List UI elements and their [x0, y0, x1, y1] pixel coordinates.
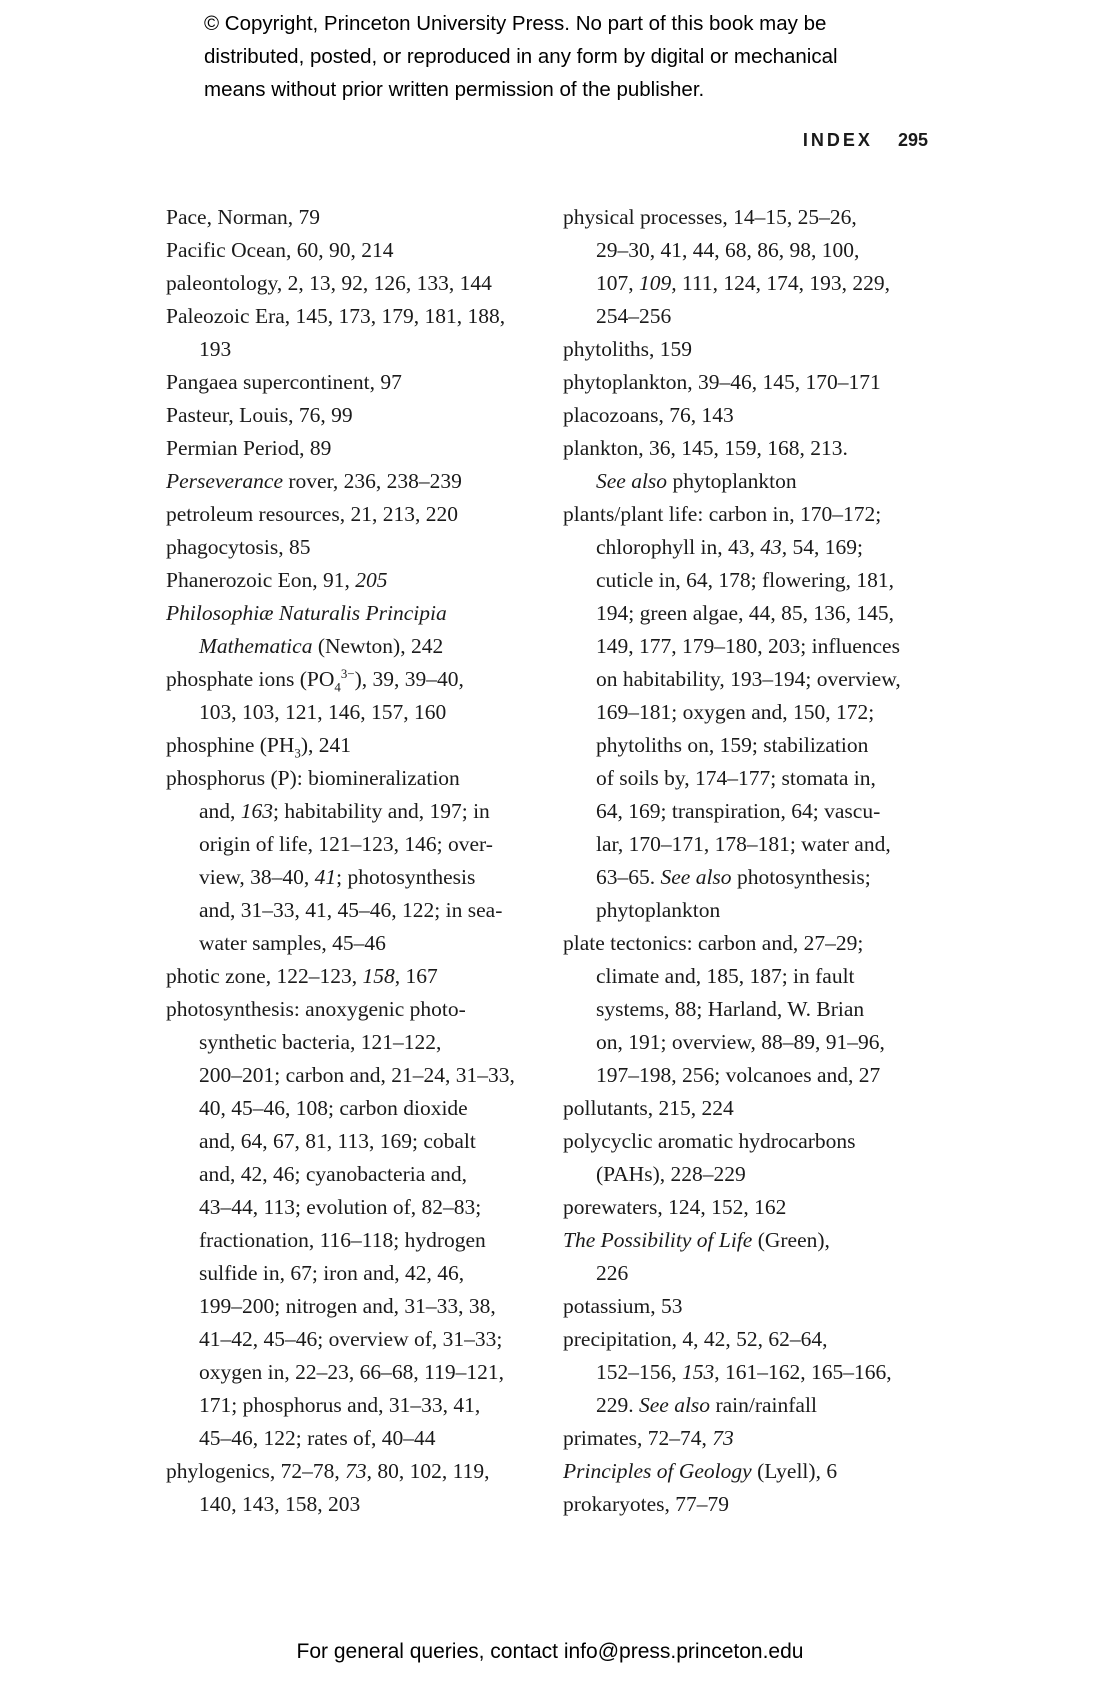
- index-entry-text: Paleozoic Era, 145, 173, 179, 181, 188,: [166, 304, 506, 328]
- index-entry-text: 140, 143, 158, 203: [199, 1492, 361, 1516]
- index-entry-continuation: [166, 1092, 551, 1125]
- index-entry: [166, 729, 551, 762]
- index-entry-text: 194; green algae, 44, 85, 136, 145,: [596, 601, 894, 625]
- index-entry-text: (Newton), 242: [312, 634, 444, 658]
- index-entry-continuation: [166, 630, 551, 663]
- index-entry-text: 64, 169; transpiration, 64; vascu-: [596, 799, 881, 823]
- index-entry-text: synthetic bacteria, 121–122,: [199, 1030, 442, 1054]
- index-entry-text: and, 31–33, 41, 45–46, 122; in sea-: [199, 898, 503, 922]
- index-entry-text: 169–181; oxygen and, 150, 172;: [596, 700, 875, 724]
- index-entry-text: rover, 236, 238–239: [283, 469, 462, 493]
- index-entry-text: 41: [314, 865, 337, 889]
- index-entry-text: 107,: [596, 271, 639, 295]
- index-column-left: [166, 201, 551, 1521]
- index-entry-continuation: [563, 267, 948, 300]
- index-entry: [166, 564, 551, 597]
- index-entry: [166, 366, 551, 399]
- index-entry-text: See also: [639, 1393, 711, 1417]
- index-entry: [563, 1422, 948, 1455]
- index-entry: [563, 1092, 948, 1125]
- index-entry-text: cuticle in, 64, 178; flowering, 181,: [596, 568, 894, 592]
- index-entry-text: of soils by, 174–177; stomata in,: [596, 766, 876, 790]
- index-entry-text: ), 241: [300, 733, 352, 757]
- index-entry-text: 229.: [596, 1393, 639, 1417]
- index-entry-continuation: [166, 927, 551, 960]
- index-entry-text: 171; phosphorus and, 31–33, 41,: [199, 1393, 481, 1417]
- index-entry-text: 3−: [340, 666, 355, 681]
- index-entry: [166, 597, 551, 630]
- index-entry: [166, 234, 551, 267]
- index-entry-text: 111, 124, 174, 193, 229,: [676, 271, 891, 295]
- index-entry-text: phosphate ions (PO: [166, 667, 335, 691]
- index-entry-continuation: [166, 1059, 551, 1092]
- index-entry-text: physical processes, 14–15, 25–26,: [563, 205, 857, 229]
- index-entry-continuation: [563, 564, 948, 597]
- index-entry-text: phytoliths, 159: [563, 337, 693, 361]
- index-entry-text: porewaters, 124, 152, 162: [563, 1195, 787, 1219]
- index-entry-text: lar, 170–171, 178–181; water and,: [596, 832, 891, 856]
- index-entry: [166, 1455, 551, 1488]
- index-entry-text: plants/plant life: carbon in, 170–172;: [563, 502, 882, 526]
- index-entry-continuation: [166, 333, 551, 366]
- index-entry: [563, 1125, 948, 1158]
- index-entry-text: climate and, 185, 187; in fault: [596, 964, 855, 988]
- copyright-notice: [204, 10, 964, 109]
- index-entry: [166, 465, 551, 498]
- index-entry: [563, 1224, 948, 1257]
- index-entry: [166, 300, 551, 333]
- index-entry-continuation: [166, 828, 551, 861]
- index-entry-text: plankton, 36, 145, 159, 168, 213.: [563, 436, 848, 460]
- index-entry-text: ), 39, 39–40,: [354, 667, 464, 691]
- index-entry-text: 43,: [760, 535, 788, 559]
- index-entry-text: 153: [682, 1360, 715, 1384]
- index-entry-text: oxygen in, 22–23, 66–68, 119–121,: [199, 1360, 504, 1384]
- index-entry-text: Mathematica: [199, 634, 313, 658]
- index-entry: [563, 1323, 948, 1356]
- index-entry-text: 200–201; carbon and, 21–24, 31–33,: [199, 1063, 515, 1087]
- index-entry-text: 73: [345, 1459, 367, 1483]
- index-entry-continuation: [166, 696, 551, 729]
- index-entry-text: Pasteur, Louis, 76, 99: [166, 403, 353, 427]
- index-entry-text: 63–65.: [596, 865, 661, 889]
- index-entry-continuation: [563, 828, 948, 861]
- index-entry-text: 43–44, 113; evolution of, 82–83;: [199, 1195, 482, 1219]
- index-entry-text: 254–256: [596, 304, 672, 328]
- running-head-title: INDEX: [802, 130, 873, 150]
- index-entry-text: and, 42, 46; cyanobacteria and,: [199, 1162, 468, 1186]
- index-entry-text: photosynthesis: anoxygenic photo-: [166, 997, 466, 1021]
- index-entry-continuation: [563, 597, 948, 630]
- index-entry-text: 163: [240, 799, 274, 823]
- index-entry-text: 29–30, 41, 44, 68, 86, 98, 100,: [596, 238, 860, 262]
- index-entry-text: 40, 45–46, 108; carbon dioxide: [199, 1096, 468, 1120]
- index-entry-text: phosphorus (P): biomineralization: [166, 766, 460, 790]
- index-entry-text: See also: [596, 469, 668, 493]
- index-entry-text: Philosophiæ Naturalis Principia: [166, 601, 447, 625]
- index-entry-text: phylogenics, 72–78,: [166, 1459, 346, 1483]
- index-entry-continuation: [563, 993, 948, 1026]
- index-entry: [166, 531, 551, 564]
- index-entry: [166, 993, 551, 1026]
- index-entry-continuation: [563, 663, 948, 696]
- index-entry-continuation: [563, 1158, 948, 1191]
- index-entry-text: , 161–162, 165–166,: [714, 1360, 892, 1384]
- index-entry-text: 149, 177, 179–180, 203; influences: [596, 634, 900, 658]
- index-entry-continuation: [563, 894, 948, 927]
- index-entry-text: (PAHs), 228–229: [596, 1162, 746, 1186]
- index-entry-continuation: [563, 234, 948, 267]
- index-entry-text: 199–200; nitrogen and, 31–33, 38,: [199, 1294, 496, 1318]
- index-entry-text: 4: [334, 680, 341, 695]
- copyright-line: © Copyright, Princeton University Press. No part of this book may be: [204, 12, 827, 35]
- index-entry: [166, 498, 551, 531]
- index-entry-text: water samples, 45–46: [199, 931, 386, 955]
- index-entry-text: phytoplankton: [667, 469, 797, 493]
- index-entry: [166, 762, 551, 795]
- page-number: 295: [897, 130, 928, 150]
- index-entry-continuation: [563, 465, 948, 498]
- index-entry-text: The Possibility of Life: [563, 1228, 753, 1252]
- index-entry-continuation: [166, 1290, 551, 1323]
- index-entry-text: view, 38–40,: [199, 865, 315, 889]
- index-entry: [563, 432, 948, 465]
- index-entry-text: on habitability, 193–194; overview,: [596, 667, 901, 691]
- index-entry-text: (Lyell), 6: [751, 1459, 838, 1483]
- index-entry: [563, 927, 948, 960]
- index-entry: [166, 960, 551, 993]
- index-entry-continuation: [563, 729, 948, 762]
- index-entry-text: petroleum resources, 21, 213, 220: [166, 502, 458, 526]
- index-entry: [563, 1488, 948, 1521]
- index-entry-continuation: [166, 1191, 551, 1224]
- index-entry-text: placozoans, 76, 143: [563, 403, 734, 427]
- index-entry-text: rain/rainfall: [710, 1393, 817, 1417]
- index-entry-continuation: [166, 894, 551, 927]
- index-entry-text: origin of life, 121–123, 146; over-: [199, 832, 493, 856]
- index-entry-continuation: [166, 1323, 551, 1356]
- index-entry: [563, 333, 948, 366]
- index-entry-continuation: [166, 1488, 551, 1521]
- index-entry-text: 226: [596, 1261, 629, 1285]
- index-entry-continuation: [166, 1158, 551, 1191]
- index-entry-text: 158: [362, 964, 395, 988]
- index-entry-continuation: [563, 696, 948, 729]
- index-entry-text: 3: [294, 746, 301, 761]
- index-entry-continuation: [563, 795, 948, 828]
- index-entry-text: Phanerozoic Eon, 91,: [166, 568, 356, 592]
- index-entry-continuation: [166, 1422, 551, 1455]
- index-entry-text: 73: [712, 1426, 734, 1450]
- index-entry: [166, 663, 551, 696]
- index-entry-text: paleontology, 2, 13, 92, 126, 133, 144: [166, 271, 492, 295]
- index-entry-text: plate tectonics: carbon and, 27–29;: [563, 931, 864, 955]
- index-entry-continuation: [563, 300, 948, 333]
- index-entry-text: Permian Period, 89: [166, 436, 332, 460]
- index-entry-continuation: [563, 1257, 948, 1290]
- index-entry: [166, 267, 551, 300]
- index-entry-text: Pangaea supercontinent, 97: [166, 370, 402, 394]
- index-entry-continuation: [563, 531, 948, 564]
- index-entry-continuation: [166, 1125, 551, 1158]
- index-entry-text: 54, 169;: [787, 535, 863, 559]
- index-entry-text: ; habitability and, 197; in: [273, 799, 490, 823]
- index-entry-text: 109,: [639, 271, 677, 295]
- index-entry: [563, 1290, 948, 1323]
- index-entry-text: 205: [355, 568, 388, 592]
- index-entry-text: phytoplankton, 39–46, 145, 170–171: [563, 370, 881, 394]
- index-entry-text: , 167: [394, 964, 438, 988]
- index-entry: [563, 1455, 948, 1488]
- index-entry-continuation: [563, 1059, 948, 1092]
- index-entry-text: photosynthesis;: [731, 865, 871, 889]
- index-entry: [563, 201, 948, 234]
- index-entry-continuation: [563, 1356, 948, 1389]
- index-entry-continuation: [166, 1026, 551, 1059]
- index-entry-continuation: [563, 960, 948, 993]
- copyright-line: means without prior written permission of the publisher.: [204, 78, 705, 101]
- index-entry-continuation: [563, 762, 948, 795]
- index-entry: [166, 201, 551, 234]
- index-entry-continuation: [563, 861, 948, 894]
- index-entry-text: ; photosynthesis: [336, 865, 476, 889]
- index-entry-continuation: [166, 861, 551, 894]
- index-entry-text: 197–198, 256; volcanoes and, 27: [596, 1063, 881, 1087]
- index-entry-text: Pacific Ocean, 60, 90, 214: [166, 238, 394, 262]
- index-column-right: [563, 201, 948, 1521]
- index-entry: [166, 432, 551, 465]
- index-entry-text: and,: [199, 799, 241, 823]
- running-head: [803, 130, 928, 151]
- index-entry-text: photic zone, 122–123,: [166, 964, 363, 988]
- index-entry-text: See also: [660, 865, 732, 889]
- index-entry-text: primates, 72–74,: [563, 1426, 713, 1450]
- index-entry-text: phytoliths on, 159; stabilization: [596, 733, 869, 757]
- index-entry: [166, 399, 551, 432]
- index-entry-text: and, 64, 67, 81, 113, 169; cobalt: [199, 1129, 476, 1153]
- index-entry-text: phytoplankton: [596, 898, 721, 922]
- index-entry-continuation: [166, 1389, 551, 1422]
- index-entry-text: 193: [199, 337, 232, 361]
- index-entry-continuation: [563, 1389, 948, 1422]
- index-entry-continuation: [563, 630, 948, 663]
- index-entry-text: chlorophyll in, 43,: [596, 535, 761, 559]
- index-entry: [563, 366, 948, 399]
- index-entry-text: potassium, 53: [563, 1294, 683, 1318]
- index-entry-text: Principles of Geology: [563, 1459, 752, 1483]
- index-entry-text: , 80, 102, 119,: [366, 1459, 490, 1483]
- index-entry-text: precipitation, 4, 42, 52, 62–64,: [563, 1327, 828, 1351]
- index-entry-text: sulfide in, 67; iron and, 42, 46,: [199, 1261, 465, 1285]
- index-entry: [563, 399, 948, 432]
- index-entry-continuation: [166, 1257, 551, 1290]
- index-entry-continuation: [166, 1356, 551, 1389]
- index-entry-continuation: [166, 795, 551, 828]
- index-entry-text: 103, 103, 121, 146, 157, 160: [199, 700, 447, 724]
- index-entry-text: on, 191; overview, 88–89, 91–96,: [596, 1030, 885, 1054]
- index-entry-text: 41–42, 45–46; overview of, 31–33;: [199, 1327, 503, 1351]
- index-entry-text: phagocytosis, 85: [166, 535, 311, 559]
- index-entry-text: 152–156,: [596, 1360, 682, 1384]
- index-entry-continuation: [166, 1224, 551, 1257]
- index-entry-text: 45–46, 122; rates of, 40–44: [199, 1426, 436, 1450]
- footer-contact: For general queries, contact info@press.princeton.edu: [296, 1640, 804, 1663]
- index-entry-text: fractionation, 116–118; hydrogen: [199, 1228, 486, 1252]
- copyright-line: distributed, posted, or reproduced in any form by digital or mechanical: [204, 45, 838, 68]
- index-entry-text: prokaryotes, 77–79: [563, 1492, 729, 1516]
- index-entry: [563, 1191, 948, 1224]
- index-entry-text: Perseverance: [166, 469, 283, 493]
- index-entry-text: (Green),: [752, 1228, 830, 1252]
- index-entry-continuation: [563, 1026, 948, 1059]
- index-entry-text: Pace, Norman, 79: [166, 205, 321, 229]
- index-entry-text: polycyclic aromatic hydrocarbons: [563, 1129, 856, 1153]
- index-entry-text: phosphine (PH: [166, 733, 295, 757]
- index-entry: [563, 498, 948, 531]
- index-entry-text: systems, 88; Harland, W. Brian: [596, 997, 865, 1021]
- index-entry-text: pollutants, 215, 224: [563, 1096, 734, 1120]
